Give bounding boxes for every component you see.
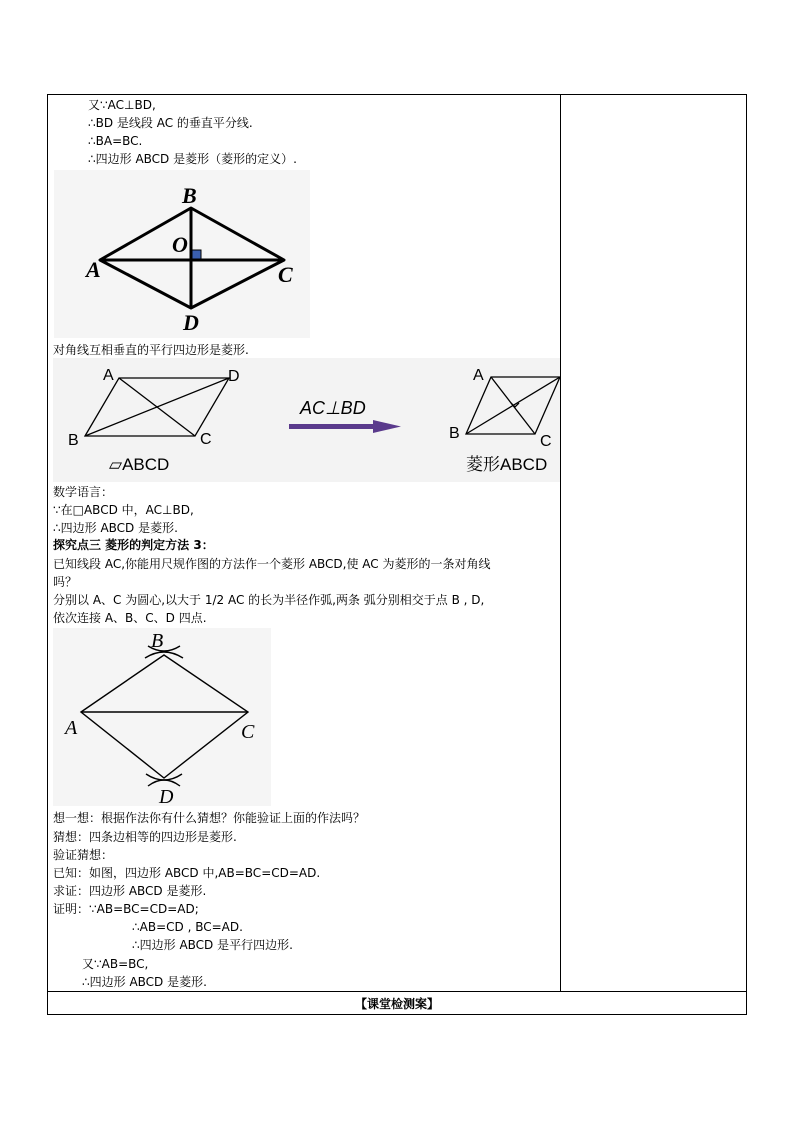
- explore3-method-line1: 分别以 A、C 为圆心,以大于 1/2 AC 的长为半径作弧,两条 弧分别相交于点 B , D,: [53, 593, 485, 607]
- fig2-right-label-b: B: [449, 425, 460, 442]
- footer-heading: 【课堂检测案】: [354, 997, 439, 1011]
- think-line1: 想一想：根据作法你有什么猜想？你能验证上面的作法吗？: [53, 811, 366, 825]
- think-line7: ∴AB=CD , BC=AD.: [132, 920, 243, 934]
- figure-rhombus-diagonals: [54, 170, 310, 338]
- fig1-label-a: A: [86, 257, 101, 282]
- fig1-label-d: D: [183, 310, 199, 335]
- fig3-label-b: B: [151, 630, 164, 652]
- fig1-label-b: B: [182, 183, 197, 208]
- fig2-left-label-b: B: [68, 432, 79, 449]
- think-line10: ∴四边形 ABCD 是菱形.: [82, 975, 207, 989]
- explore3-question-line2: 吗？: [53, 575, 78, 589]
- figure-parallelogram-to-rhombus: [53, 358, 560, 482]
- theorem-2: 对角线互相垂直的平行四边形是菱形.: [53, 343, 249, 357]
- think-line5: 求证：四边形 ABCD 是菱形.: [53, 884, 207, 898]
- fig2-left-label-d: D: [228, 368, 240, 385]
- think-line6: 证明：∵AB=BC=CD=AD;: [53, 902, 199, 916]
- math-lang-line2: ∴四边形 ABCD 是菱形.: [53, 521, 178, 535]
- fig3-label-a: A: [65, 717, 78, 739]
- fig2-right-label-c: C: [540, 433, 552, 450]
- fig3-label-c: C: [241, 721, 255, 743]
- fig2-arrow-label: AC⊥BD: [300, 398, 366, 418]
- think-line9: 又∵AB=BC,: [82, 957, 149, 971]
- proof1-line4: ∴四边形 ABCD 是菱形（菱形的定义）.: [88, 152, 297, 166]
- think-line4: 已知：如图，四边形 ABCD 中,AB=BC=CD=AD.: [53, 866, 321, 880]
- math-lang-line1: ∵在□ABCD 中，AC⊥BD,: [53, 503, 194, 517]
- fig2-right-caption: 菱形ABCD: [466, 455, 548, 474]
- fig2-left-label-a: A: [103, 367, 114, 384]
- proof1-line3: ∴BA=BC.: [88, 134, 143, 148]
- think-line2: 猜想：四条边相等的四边形是菱形.: [53, 830, 237, 844]
- fig2-left-label-c: C: [200, 431, 212, 448]
- fig1-label-o: O: [172, 232, 188, 257]
- proof1-line2: ∴BD 是线段 AC 的垂直平分线.: [88, 116, 253, 130]
- math-lang-title: 数学语言：: [53, 485, 114, 499]
- fig1-label-c: C: [278, 262, 293, 287]
- figure-compass-construction: [53, 628, 271, 806]
- fig2-right-label-a: A: [473, 367, 484, 384]
- explore3-method-line2: 依次连接 A、B、C、D 四点.: [53, 611, 207, 625]
- proof1-line1: 又∵AC⊥BD,: [88, 98, 156, 112]
- column-divider: [560, 94, 561, 991]
- explore3-question-line1: 已知线段 AC,你能用尺规作图的方法作一个菱形 ABCD,使 AC 为菱形的一条对角线: [53, 557, 491, 571]
- think-line8: ∴四边形 ABCD 是平行四边形.: [132, 938, 293, 952]
- fig2-left-caption: ▱ABCD: [109, 455, 170, 474]
- think-line3: 验证猜想：: [53, 848, 114, 862]
- fig3-label-d: D: [159, 786, 174, 806]
- explore3-title: 探究点三 菱形的判定方法 3：: [53, 538, 214, 552]
